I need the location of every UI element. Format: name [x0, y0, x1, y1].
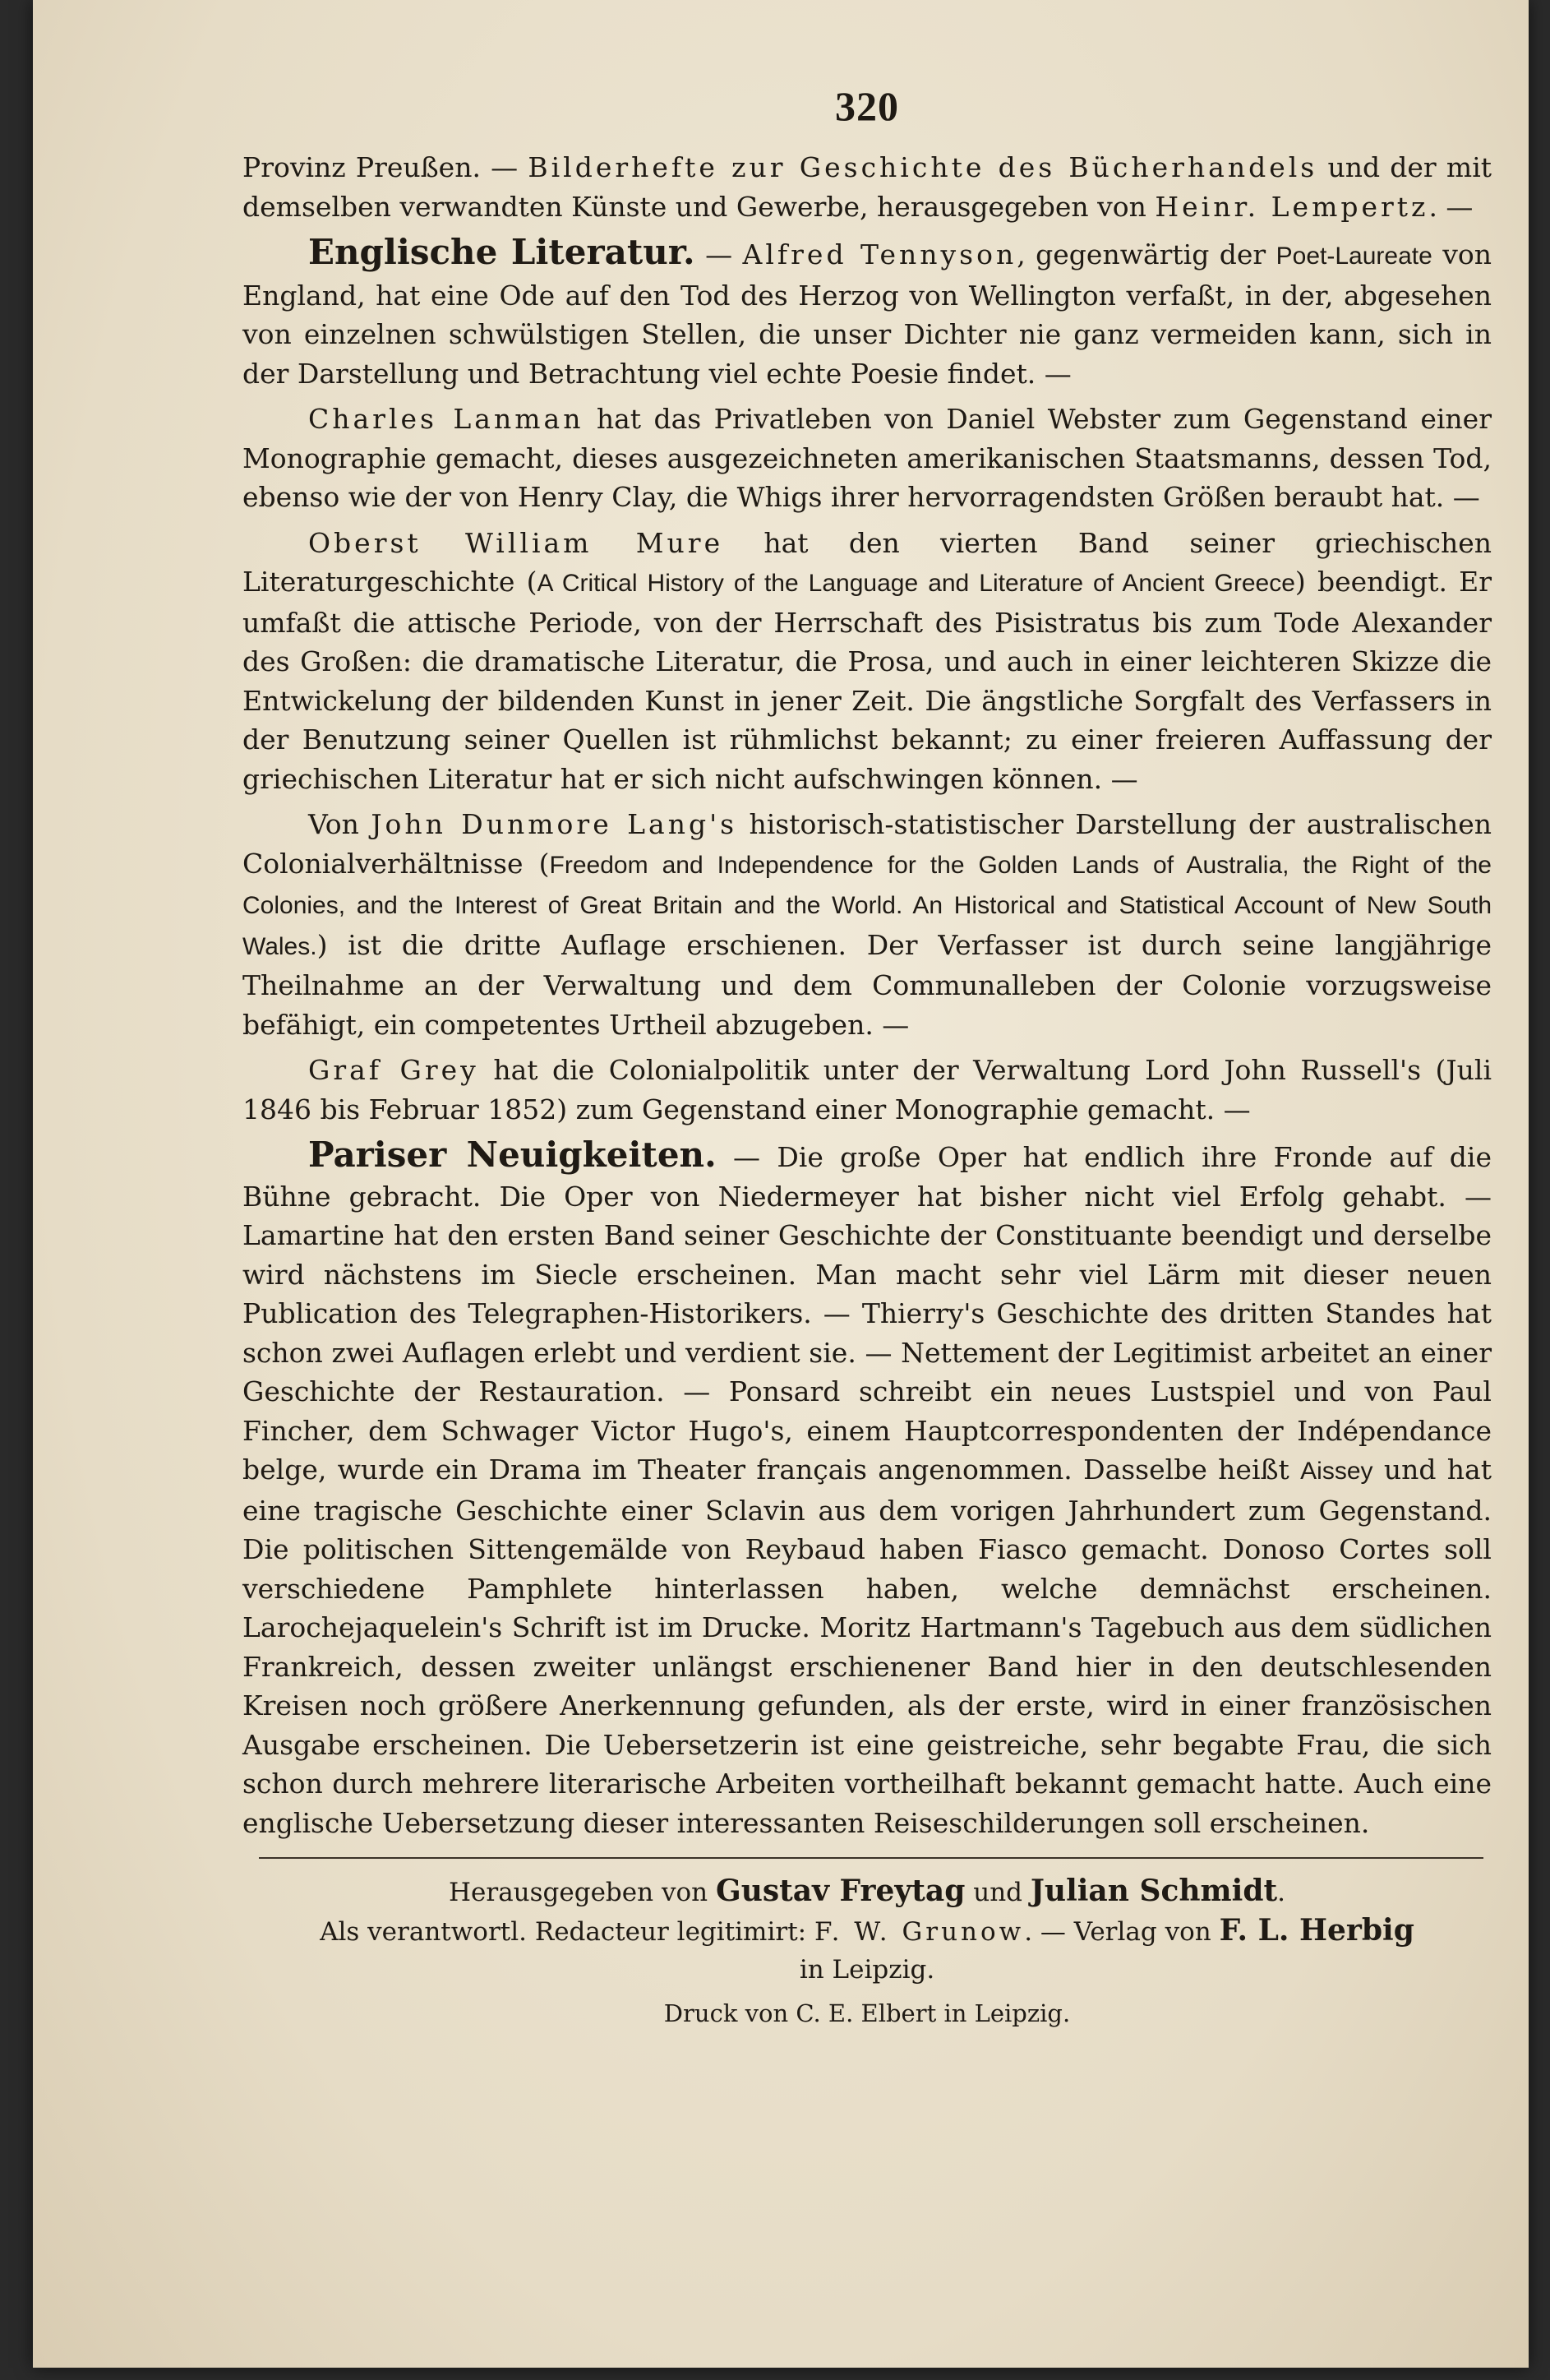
text: . — — [1428, 190, 1474, 223]
paragraph-lang — [242, 805, 1492, 1044]
text: von England, hat eine Ode auf den Tod des Herzog von Wellington verfaßt, in der, abgesehen von einzelnen schwülstigen Stellen, die unser Dichter nie ganz vermeiden kann, sich in der Darstellung und Betrachtung viel echte Poesie findet. — — [242, 238, 1492, 390]
document-page — [33, 0, 1529, 2368]
text: Herausgegeben von — [449, 1878, 716, 1907]
editor-name: Gustav Freytag — [715, 1874, 966, 1908]
person-name: Alfred Tennyson — [742, 238, 1017, 270]
person-name: Graf Grey — [308, 1054, 479, 1086]
latin-text: Freedom and Independence for the Golden Lands of Australia, the Right of the Colonies, and the Interest of Great Britain and the World. An Historical and Statistical Account of New South Wales. — [242, 851, 1492, 960]
paragraph-paris-news — [242, 1135, 1492, 1842]
text: hat das Privatleben von Daniel Webster zum Gegenstand einer Monographie gemacht, dieses ausgezeichneten amerikanischen Staatsmanns, dessen Tod, ebenso wie der von Henry Clay, die Whigs ihrer hervorragendsten Größen beraubt hat. — — [242, 403, 1492, 513]
paragraph-mure — [242, 524, 1492, 799]
text: ) beendigt. Er umfaßt die attische Periode, von der Herrschaft des Pisistratus bis zum Tode Alexander des Großen: die dramatische Literatur, die Prosa, und auch in einer leichteren Skizze die Entwickelung der bildenden Kunst in jener Zeit. Die ängstliche Sorgfalt des Verfassers in der Benutzung seiner Quellen ist rühmlichst bekannt; zu einer freieren Auffassung der griechischen Literatur hat er sich nicht aufschwingen können. — — [242, 566, 1492, 795]
printer-imprint: Druck von C. E. Elbert in Leipzig. — [663, 1999, 1071, 2027]
section-heading-paris: Pariser Neuigkeiten. — [308, 1135, 717, 1175]
text: , gegenwärtig der — [1017, 238, 1276, 270]
text: Provinz Preußen. — — [242, 151, 528, 183]
page-number: 320 — [835, 83, 899, 129]
text: . — Verlag von — [1024, 1917, 1220, 1947]
paragraph-grey — [242, 1051, 1492, 1129]
text: hat die Colonialpolitik unter der Verwaltung Lord John Russell's (Juli 1846 bis Februar 1852) zum Gegenstand einer Monographie gemacht. — — [242, 1054, 1492, 1125]
footer-city: in Leipzig. — [799, 1955, 935, 1985]
text: — Die große Oper hat endlich ihre Fronde auf die Bühne gebracht. Die Oper von Niedermeyer hat bisher nicht viel Erfolg gehabt. — Lamartine hat den ersten Band seiner Geschichte der Constituante beendigt und derselbe wird nächstens im Siecle erscheinen. Man macht sehr viel Lärm mit dieser neuen Publication des Telegraphen-Historikers. — Thierry's Geschichte des dritten Standes hat schon zwei Auflagen erlebt und verdient sie. — Nettement der Legitimist arbeitet an einer Geschichte der Restauration. — Ponsard schreibt ein neues Lustspiel und von Paul Fincher, dem Schwager Victor Hugo's, einem Hauptcorrespondenten der Indépendance belge, wurde ein Drama im Theater français angenommen. Dasselbe heißt — [242, 1141, 1492, 1486]
text: hat den vierten Band seiner griechischen Literaturgeschichte ( — [242, 526, 1492, 598]
paragraph-bilderhefte — [242, 148, 1492, 226]
text: — — [694, 238, 743, 270]
latin-text: Aissey — [1300, 1458, 1373, 1485]
person-name: Oberst William Mure — [308, 526, 724, 559]
text: . — [1277, 1878, 1285, 1907]
text: und — [965, 1878, 1031, 1907]
text: Als verantwortl. Redacteur legitimirt: — [320, 1917, 814, 1947]
text: historisch-statistischer Darstellung der australischen Colonialverhältnisse ( — [242, 808, 1492, 880]
book-title: Bilderhefte zur Geschichte des Bücherhandels — [528, 151, 1318, 183]
author-name: Heinr. Lempertz — [1155, 190, 1429, 223]
publisher-name: F. L. Herbig — [1219, 1913, 1414, 1948]
paragraph-lanman — [242, 400, 1492, 517]
editor-name: Julian Schmidt — [1030, 1874, 1278, 1908]
footer-editors — [242, 1872, 1492, 1911]
section-heading-english: Englische Literatur. — [308, 232, 695, 272]
footer-divider — [259, 1857, 1483, 1859]
latin-text: A Critical History of the Language and Literature of Ancient Greece — [537, 570, 1295, 597]
text: ) ist die dritte Auflage erschienen. Der Verfasser ist durch seine langjährige Theilnahme an der Verwaltung und dem Communalleben der Colonie vorzugsweise befähigt, ein competentes Urtheil abzugeben. — — [242, 928, 1492, 1041]
redacteur-name: F. W. Grunow — [814, 1917, 1025, 1947]
text: und hat eine tragische Geschichte einer Sclavin aus dem vorigen Jahrhundert zum Gegenstand. Die politischen Sittengemälde von Reybaud haben Fiasco gemacht. Donoso Cortes soll verschiedene Pamphlete hinterlassen haben, welche demnächst erscheinen. Larochejaquelein's Schrift ist im Drucke. Moritz Hartmann's Tagebuch aus dem südlichen Frankreich, dessen zweiter unlängst erschienener Band hier in den deutschlesenden Kreisen noch größere Anerkennung gefunden, als der erste, wird in einer französischen Ausgabe erscheinen. Die Uebersetzerin ist eine geistreiche, sehr begabte Frau, die sich schon durch mehrere literarische Arbeiten vortheilhaft bekannt gemacht hatte. Auch eine englische Uebersetzung dieser interessanten Reiseschilderungen soll erscheinen. — [242, 1453, 1492, 1839]
page-content — [242, 82, 1492, 2033]
person-name: John Dunmore Lang's — [371, 808, 738, 840]
paragraph-english-literature — [242, 233, 1492, 393]
footer-publisher — [242, 1911, 1492, 1951]
text: und der mit demselben verwandten Künste und Gewerbe, herausgegeben von — [242, 151, 1492, 223]
latin-text: Poet-Laureate — [1276, 243, 1432, 270]
person-name: Charles Lanman — [308, 403, 584, 435]
text: Von — [308, 808, 371, 840]
